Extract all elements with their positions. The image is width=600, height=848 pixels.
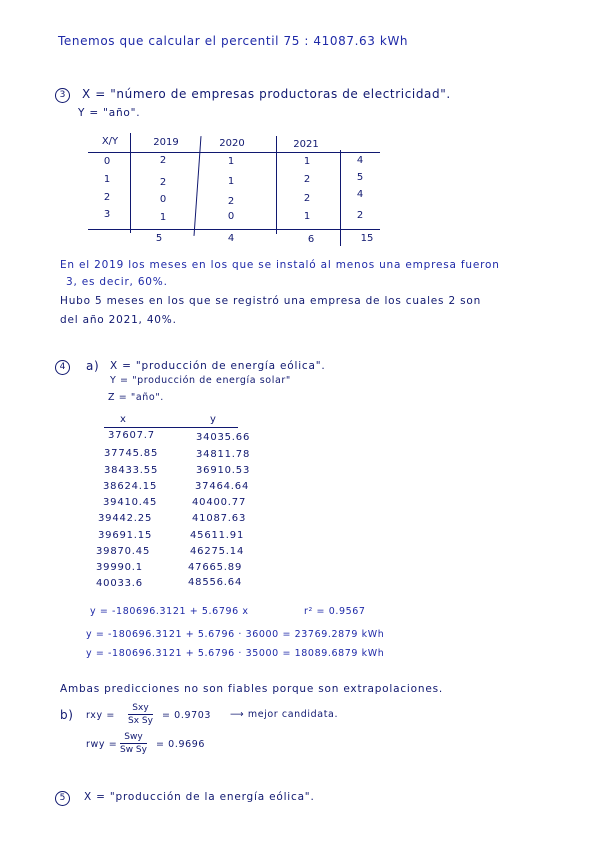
rxy-fraction [128,703,153,726]
table-cell: 0 [159,194,167,205]
y-value: 46275.14 [190,546,245,557]
table-cell: 1 [227,156,235,167]
row-x-label: 3 [103,209,111,220]
x-value: 37745.85 [104,448,159,459]
q3-y-definition: Y = "año". [78,107,141,119]
fraction-bar [120,743,147,744]
rwy-fraction [120,732,147,755]
fraction-bar [128,714,153,715]
year-2019-header: 2019 [153,137,179,148]
y-value: 34811.78 [196,449,251,460]
table-cell: 2 [303,174,311,185]
table-cell: 2 [159,177,167,188]
rxy-denominator: Sx Sy [128,716,153,726]
row-x-label: 2 [103,192,111,203]
col-total-2021: 6 [307,234,315,245]
q4-z-definition: Z = "año". [108,392,164,403]
y-value: 41087.63 [192,513,247,524]
col-total-2019: 5 [155,233,163,244]
table-vline-4 [340,150,341,246]
x-value: 38624.15 [103,481,158,492]
rxy-value: = 0.9703 [162,710,212,721]
table-cell: 1 [159,212,167,223]
row-total: 2 [356,210,364,221]
table-cell: 2 [159,155,167,166]
rxy-numerator: Sxy [132,703,149,713]
data-table-header-line [104,427,238,428]
col-y-header: y [210,414,217,425]
y-value: 36910.53 [196,465,251,476]
intro-line: Tenemos que calcular el percentil 75 : 41087.63 kWh [58,34,409,48]
col-x-header: x [120,414,127,425]
table-cell: 1 [303,211,311,222]
rwy-value: = 0.9696 [156,739,206,750]
table-cell: 1 [227,176,235,187]
x-value: 39410.45 [103,497,158,508]
table-header-line [88,152,380,153]
row-x-label: 1 [103,174,111,185]
regression-equation: y = -180696.3121 + 5.6796 x [90,606,249,617]
y-value: 37464.64 [195,481,250,492]
row-total: 5 [356,172,364,183]
x-value: 39442.25 [98,513,153,524]
prediction-36000: y = -180696.3121 + 5.6796 · 36000 = 23769.2879 kWh [86,629,385,640]
y-value: 45611.91 [190,530,245,541]
q5-x-definition: X = "producción de la energía eólica". [84,791,315,803]
question-4-number: 4 [55,360,70,375]
table-footer-line [88,229,380,230]
rwy-numerator: Swy [124,732,143,742]
x-value: 39870.45 [96,546,151,557]
table-cell: 0 [227,211,235,222]
table-vline-1 [130,133,131,233]
table-vline-3 [276,136,277,234]
rwy-label: rwy = [86,739,118,750]
table-cell: 2 [227,196,235,207]
q3-text-1a: En el 2019 los meses en los que se instaló al menos una empresa fueron [60,259,500,271]
year-2021-header: 2021 [293,139,319,150]
row-x-label: 0 [103,156,111,167]
row-total: 4 [356,189,364,200]
row-total: 4 [356,155,364,166]
q4-y-definition: Y = "producción de energía solar" [110,375,291,386]
r-squared: r² = 0.9567 [304,606,366,617]
q3-x-definition: X = "número de empresas productoras de electricidad". [82,87,451,101]
table-cell: 2 [303,193,311,204]
q3-text-1b: 3, es decir, 60%. [66,276,168,288]
rxy-label: rxy = [86,710,115,721]
x-value: 40033.6 [96,578,143,589]
y-value: 48556.64 [188,577,243,588]
q4-part-b-label: b) [60,708,74,722]
y-value: 34035.66 [196,432,251,443]
x-value: 39691.15 [98,530,153,541]
col-total-2020: 4 [227,233,235,244]
grand-total: 15 [360,233,374,244]
q4-x-definition: X = "producción de energía eólica". [110,360,326,372]
x-value: 37607.7 [108,430,155,441]
predictions-conclusion: Ambas predicciones no son fiables porque son extrapolaciones. [60,683,443,695]
year-2020-header: 2020 [219,138,245,149]
question-3-number: 3 [55,88,70,103]
y-value: 40400.77 [192,497,247,508]
question-5-number: 5 [55,791,70,806]
table-corner: X/Y [101,136,119,147]
prediction-35000: y = -180696.3121 + 5.6796 · 35000 = 18089.6879 kWh [86,648,385,659]
rxy-note: ⟶ mejor candidata. [230,709,339,720]
q3-text-2b: del año 2021, 40%. [60,314,177,326]
q4-part-a-label: a) [86,359,100,373]
rwy-denominator: Sw Sy [120,745,147,755]
q3-text-2a: Hubo 5 meses en los que se registró una empresa de los cuales 2 son [60,295,482,307]
table-cell: 1 [303,156,311,167]
y-value: 47665.89 [188,562,243,573]
x-value: 39990.1 [96,562,143,573]
x-value: 38433.55 [104,465,159,476]
